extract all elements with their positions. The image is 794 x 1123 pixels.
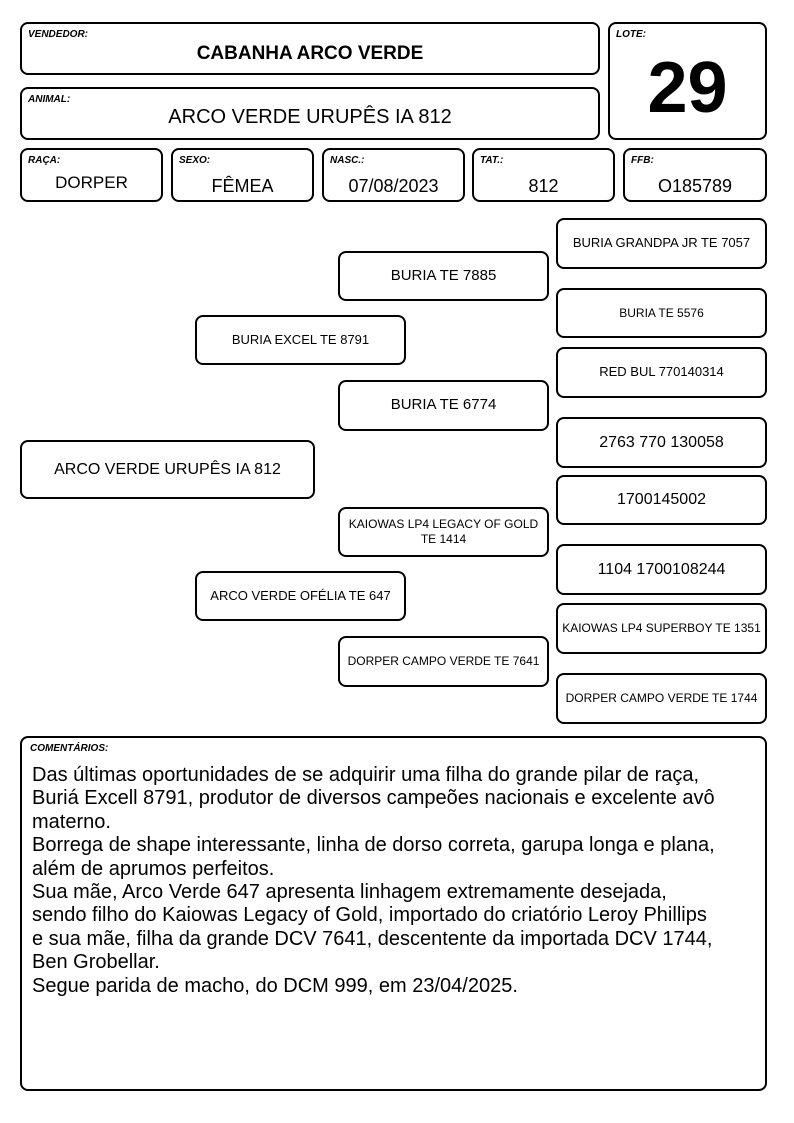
birth-label: NASC.: xyxy=(330,155,365,166)
seller-value: CABANHA ARCO VERDE xyxy=(196,43,424,64)
pedigree-ggp-2: BURIA TE 5576 xyxy=(556,288,767,338)
pedigree-sire-sire: BURIA TE 7885 xyxy=(338,251,549,301)
birth-value: 07/08/2023 xyxy=(348,176,439,196)
pedigree-dam: ARCO VERDE OFÉLIA TE 647 xyxy=(195,571,406,621)
lot-box xyxy=(608,22,767,140)
breed-value: DORPER xyxy=(55,173,128,192)
sex-value: FÊMEA xyxy=(211,176,274,196)
sex-box xyxy=(171,148,314,202)
pedigree-ggp-8: DORPER CAMPO VERDE TE 1744 xyxy=(556,673,767,724)
comment-line: Borrega de shape interessante, linha de dorso correta, garupa longa e plana, xyxy=(32,834,715,857)
comment-line: Das últimas oportunidades de se adquirir uma filha do grande pilar de raça, xyxy=(32,764,700,786)
lot-label: LOTE: xyxy=(616,29,646,40)
tat-label: TAT.: xyxy=(480,155,504,166)
animal-box xyxy=(20,87,600,140)
pedigree-ggp-1: BURIA GRANDPA JR TE 7057 xyxy=(556,218,767,269)
pedigree-dam-sire: KAIOWAS LP4 LEGACY OF GOLD TE 1414 xyxy=(338,507,549,557)
comments-label: COMENTÁRIOS: xyxy=(30,743,109,754)
ffb-label: FFB: xyxy=(631,155,654,166)
comment-line: Buriá Excell 8791, produtor de diversos campeões nacionais e excelente avô xyxy=(32,787,715,810)
pedigree-ggp-6: 1104 1700108244 xyxy=(556,544,767,595)
ffb-box xyxy=(623,148,767,202)
sex-label: SEXO: xyxy=(179,155,211,166)
pedigree-dam-dam: DORPER CAMPO VERDE TE 7641 xyxy=(338,636,549,687)
pedigree-sire-dam: BURIA TE 6774 xyxy=(338,380,549,431)
comment-line: Ben Grobellar. xyxy=(32,951,160,974)
comment-line: materno. xyxy=(32,810,111,833)
comments-text xyxy=(32,764,759,998)
pedigree-ggp-4: 2763 770 130058 xyxy=(556,417,767,468)
comment-line: e sua mãe, filha da grande DCV 7641, descentente da importada DCV 1744, xyxy=(32,927,713,950)
breed-box xyxy=(20,148,163,202)
animal-label: ANIMAL: xyxy=(28,94,71,105)
pedigree-ggp-7: KAIOWAS LP4 SUPERBOY TE 1351 xyxy=(556,603,767,654)
lot-number: 29 xyxy=(647,48,728,128)
tat-value: 812 xyxy=(528,176,559,196)
pedigree-ggp-3: RED BUL 770140314 xyxy=(556,347,767,398)
animal-value: ARCO VERDE URUPÊS IA 812 xyxy=(168,106,452,128)
pedigree-sire: BURIA EXCEL TE 8791 xyxy=(195,315,406,365)
pedigree-animal: ARCO VERDE URUPÊS IA 812 xyxy=(20,440,315,499)
seller-box xyxy=(20,22,600,75)
comment-line: Segue parida de macho, do DCM 999, em 23/04/2025. xyxy=(32,974,518,997)
breed-label: RAÇA: xyxy=(28,155,61,166)
ffb-value: O185789 xyxy=(657,176,733,196)
comment-line: além de aprumos perfeitos. xyxy=(32,857,275,880)
pedigree-ggp-5: 1700145002 xyxy=(556,475,767,525)
seller-label: VENDEDOR: xyxy=(28,29,89,40)
comment-line: Sua mãe, Arco Verde 647 apresenta linhagem extremamente desejada, xyxy=(32,881,667,904)
tat-box xyxy=(472,148,615,202)
comments-box xyxy=(20,736,767,1091)
comment-line: sendo filho do Kaiowas Legacy of Gold, importado do criatório Leroy Phillips xyxy=(32,904,707,927)
birth-box xyxy=(322,148,465,202)
